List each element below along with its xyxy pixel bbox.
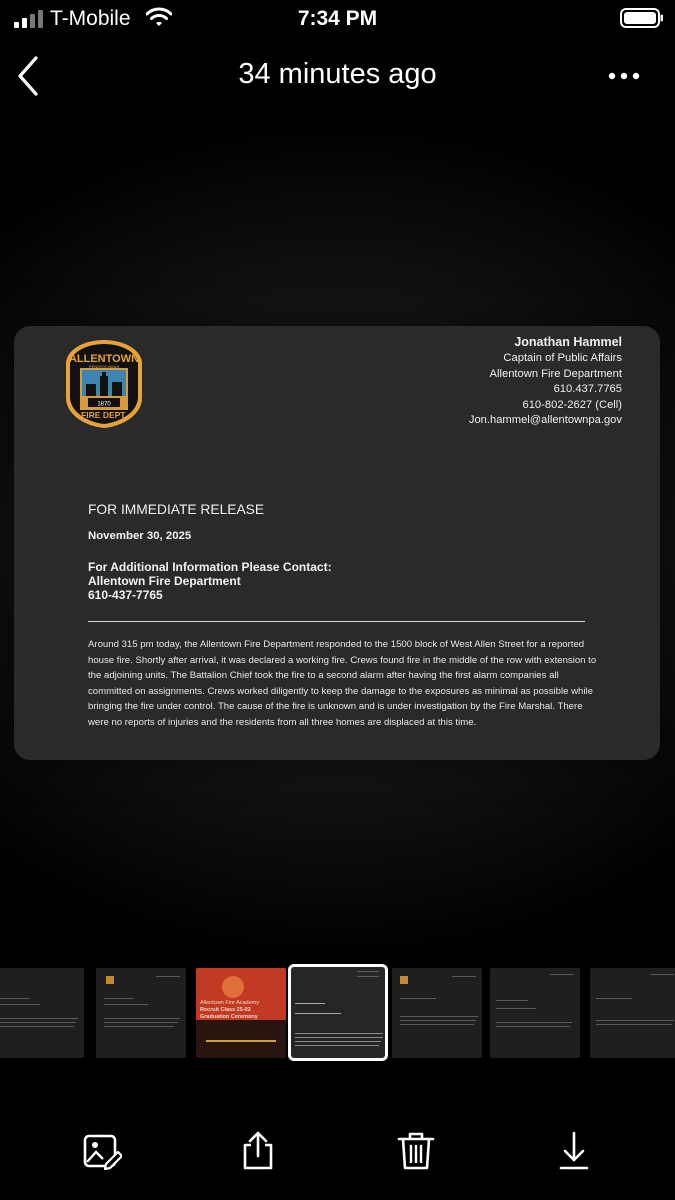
info-heading: For Additional Information Please Contact:	[88, 560, 332, 574]
graduation-line-2: Recruit Class 25-02	[200, 1007, 251, 1013]
thumbnail[interactable]	[590, 968, 675, 1058]
photo-viewer-header	[0, 48, 675, 104]
contact-cell: 610-802-2627 (Cell)	[522, 398, 622, 411]
badge-bottom-text: FIRE DEPT.	[81, 410, 127, 420]
thumbnail-graduation[interactable]	[196, 968, 286, 1058]
press-release-body: Around 315 pm today, the Allentown Fire Department responded to the 1500 block of West Allen Street for a reported house fire. Shortly after arrival, it was declared a working fire. Crews found fire in the middle of the row with extension to the adjoining units. The Battalion Chief took the fire to a second alarm after having the first alarm companies all committed on assignments. Crews worked diligently to keep the damage to the exposures as minimal as possible while bringing the fire under control. The cause of the fire is unknown and is under investigation by the Fire Marshal. There were no reports of injuries and the residents from all three homes are displaced at this time.	[88, 639, 597, 728]
thumbnail-current[interactable]	[288, 964, 388, 1061]
info-organization: Allentown Fire Department	[88, 574, 241, 588]
bottom-toolbar	[0, 1126, 675, 1176]
additional-info-block	[88, 560, 332, 602]
release-date: November 30, 2025	[88, 530, 192, 542]
download-icon[interactable]	[554, 1130, 594, 1172]
status-bar	[0, 0, 675, 40]
badge-top-text: ALLENTOWN	[68, 353, 140, 365]
contact-phone: 610.437.7765	[553, 383, 622, 396]
contact-department: Allentown Fire Department	[489, 367, 622, 380]
thumbnail[interactable]	[490, 968, 580, 1058]
graduation-line-1: Allentown Fire Academy	[200, 1000, 259, 1006]
graduation-line-3: Graduation Ceremony	[200, 1014, 258, 1020]
badge-state-text: PENNSYLVANIA	[88, 364, 120, 369]
thumbnail[interactable]	[0, 968, 84, 1058]
battery-icon	[620, 8, 664, 28]
fire-department-badge-logo	[64, 338, 144, 430]
info-phone: 610-437-7765	[88, 588, 163, 602]
thumbnail-strip[interactable]	[0, 966, 675, 1062]
trash-icon[interactable]	[396, 1130, 436, 1172]
thumbnail[interactable]	[392, 968, 482, 1058]
divider	[88, 621, 585, 622]
carrier-name: T-Mobile	[50, 7, 131, 30]
share-icon[interactable]	[238, 1130, 278, 1172]
contact-block	[469, 334, 622, 429]
contact-name: Jonathan Hammel	[514, 335, 622, 349]
status-time: 7:34 PM	[297, 7, 378, 30]
edit-photo-icon[interactable]	[82, 1130, 122, 1172]
release-label: FOR IMMEDIATE RELEASE	[88, 502, 265, 517]
press-release-image[interactable]	[14, 326, 660, 760]
thumbnail[interactable]	[96, 968, 186, 1058]
contact-email: Jon.hammel@allentownpa.gov	[468, 414, 622, 427]
ellipsis-icon[interactable]	[604, 62, 644, 90]
badge-year-text: 1870	[97, 401, 111, 408]
photo-timestamp-title: 34 minutes ago	[238, 58, 437, 90]
contact-role: Captain of Public Affairs	[503, 352, 622, 364]
